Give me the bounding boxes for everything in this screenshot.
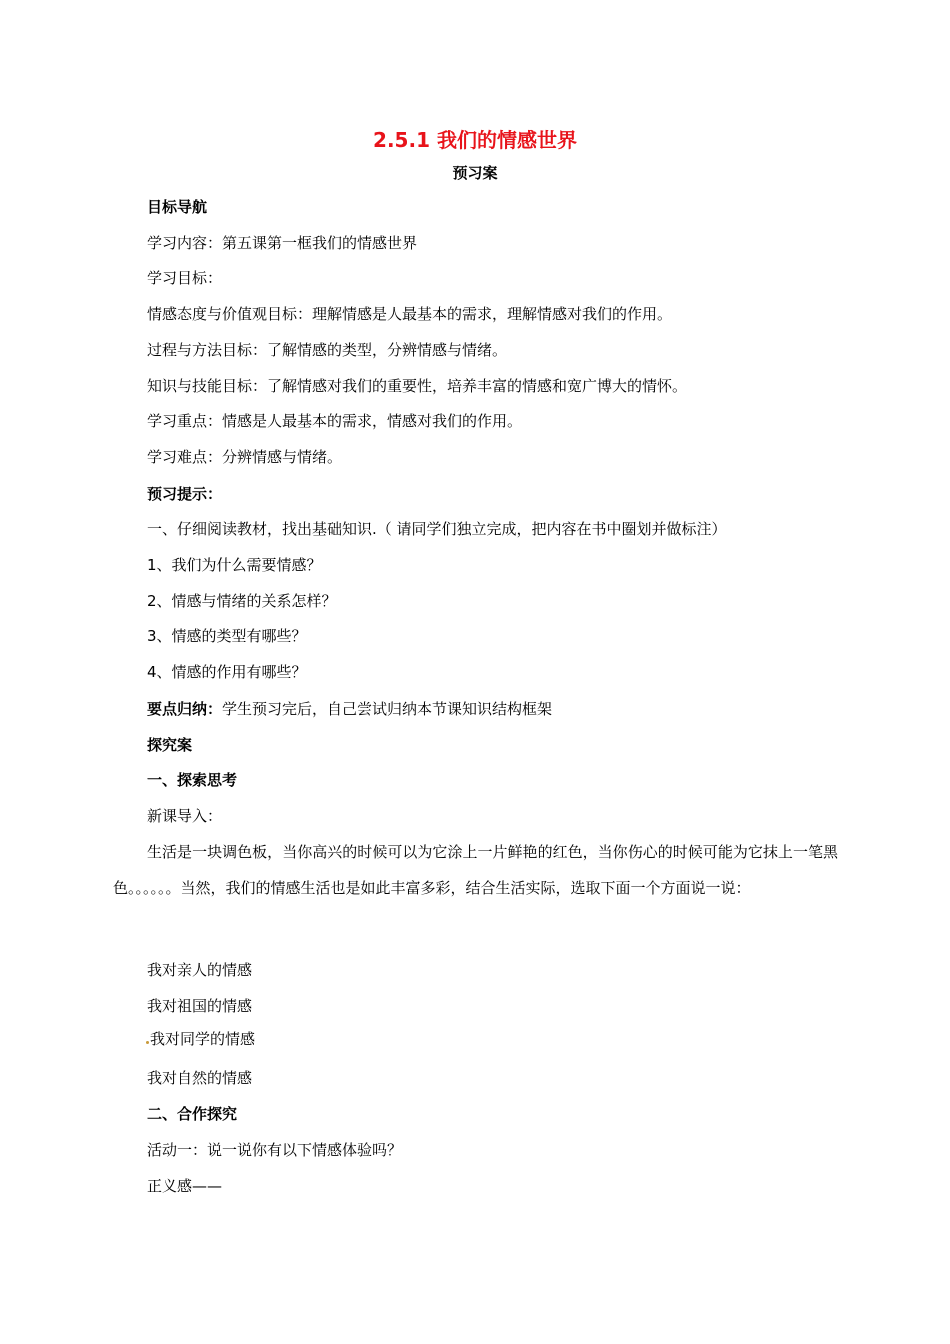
task-one: 一、仔细阅读教材，找出基础知识.（ 请同学们独立完成，把内容在书中圈划并做标注） (147, 520, 727, 538)
section-subtitle: 预习案 (452, 164, 498, 182)
feeling-item: 我对自然的情感 (147, 1069, 253, 1087)
question-item: 1、我们为什么需要情感？ (147, 556, 322, 574)
feeling-item: 我对同学的情感 (150, 1030, 256, 1048)
question-item: 2、情感与情绪的关系怎样？ (147, 592, 337, 610)
feeling-item: 我对亲人的情感 (147, 961, 253, 979)
question-item: 4、情感的作用有哪些？ (147, 663, 307, 681)
heading-goal-navigation: 目标导航 (147, 198, 208, 216)
summary-label: 要点归纳： (147, 700, 223, 718)
summary-line (147, 699, 552, 719)
difficulty: 学习难点：分辨情感与情绪。 (147, 448, 343, 466)
heading-cooperative-inquiry: 二、合作探究 (147, 1105, 238, 1123)
key-point: 学习重点：情感是人最基本的需求，情感对我们的作用。 (147, 412, 523, 430)
new-lesson-intro-label: 新课导入： (147, 807, 223, 825)
justice-item: 正义感—— (147, 1177, 223, 1195)
learning-goals-label: 学习目标： (147, 269, 223, 287)
goal-attitude: 情感态度与价值观目标：理解情感是人最基本的需求，理解情感对我们的作用。 (147, 305, 673, 323)
learning-content: 学习内容：第五课第一框我们的情感世界 (147, 234, 418, 252)
intro-paragraph: 生活是一块调色板，当你高兴的时候可以为它涂上一片鲜艳的红色，当你伤心的时候可能为它抹上一笔黑色。。。。。。当然，我们的情感生活也是如此丰富多彩，结合生活实际，选取下面一个方面说一说： (113, 843, 838, 897)
feeling-item: 我对祖国的情感 (147, 997, 253, 1015)
heading-explore: 探究案 (147, 736, 193, 754)
summary-text: 学生预习完后，自己尝试归纳本节课知识结构框架 (222, 700, 553, 718)
goal-process: 过程与方法目标：了解情感的类型，分辨情感与情绪。 (147, 341, 508, 359)
heading-preview-tips: 预习提示： (147, 485, 223, 503)
question-item: 3、情感的类型有哪些？ (147, 627, 307, 645)
ink-dot (146, 1041, 149, 1044)
document-title: 2.5.1 我们的情感世界 (373, 128, 577, 152)
heading-explore-think: 一、探索思考 (147, 771, 238, 789)
goal-knowledge: 知识与技能目标：了解情感对我们的重要性，培养丰富的情感和宽广博大的情怀。 (147, 377, 688, 395)
activity-one: 活动一：说一说你有以下情感体验吗？ (147, 1141, 403, 1159)
